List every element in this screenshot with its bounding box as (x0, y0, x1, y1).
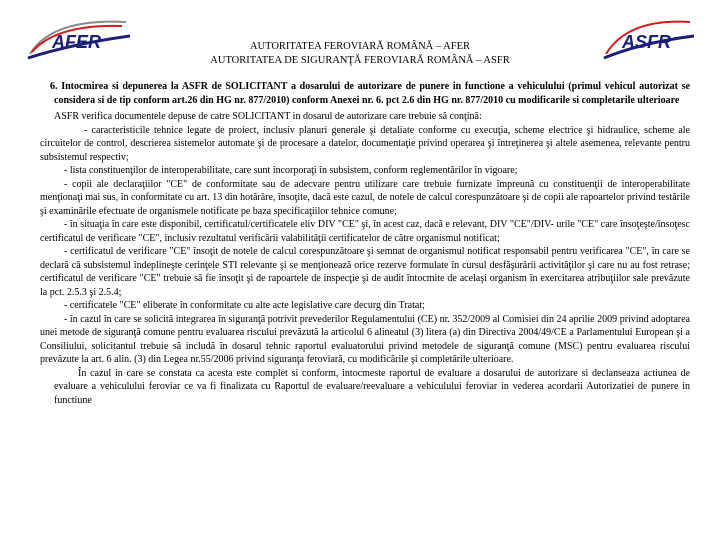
section-heading: 6. Intocmirea si depunerea la ASFR de SOLICITANT a dosarului de autorizare de punere in functione a vehiculului (primul vehicul autorizat se considera si de tip conform art.26 din HG nr. 877/2010) conform Anexei nr. 6. pct 2.6 din HG nr. 877/2010 cu modificarile si completarile ulterioare (50, 81, 690, 106)
list-item: - lista constituenţilor de interoperabilitate, care sunt încorporaţi în subsistem, conform reglementărilor în vigoare; (64, 165, 518, 176)
list-item: - caracteristicile tehnice legate de proiect, inclusiv planuri generale şi detaliate conforme cu execuţia, scheme electrice şi hidraulice, scheme ale circuitelor de control, descrierea sistemelor automate şi de procesare a datelor, documentaţie privind operarea şi întreţinerea şi altele asemenea, relevante pentru subsistemul respectiv; (40, 124, 690, 163)
list-item: - certificatele "CE" eliberate în conformitate cu alte acte legislative care decurg din Tratat; (64, 300, 425, 311)
list-item: - în cazul în care se solicită integrarea în siguranţă potrivit prevederilor Regulamentului (CE) nr. 352/2009 al Comisiei din 24 aprilie 2009 privind adoptarea unei metode de siguranţă comune pentru evaluarea riscului prevăzută la articolul 6 alineatul (3) litera (a) din Directiva 2004/49/CE a Parlamentului European şi a Consiliului, solicitantul trebuie să includă în dosarul tehnic raportul evaluatorului privind metodele de siguranţă comune (MSC) pentru evaluarea riscului prevăzute la art. 6 alin. (3) din Legea nr.55/2006 privind siguranţa feroviară, cu modificările şi completările ulterioare. (40, 313, 690, 365)
document-body (40, 80, 690, 407)
section-conclusion: În cazul in care se constata ca acesta este complet si conform, intocmeste raportul de evaluare a dosarului de autorizare si declanseaza actiunea de evaluare a vehiculului feroviar ce va fi finalizata cu Raportul de evaluare/reevaluare a vehiculului feroviar in vederea acordarii Autorizatiei de punere in functiune (54, 367, 690, 406)
page-header (0, 40, 720, 68)
asfr-logo-text: ASFR (622, 32, 671, 52)
section-intro: ASFR verifica documentele depuse de catre SOLICITANT in dosarul de autorizare care trebuie să conţină: (54, 111, 482, 122)
header-line-afer: AUTORITATEA FEROVIARĂ ROMÂNĂ – AFER (249, 41, 471, 52)
list-item: - în situaţia în care este disponibil, certificatul/certificatele eliv DIV "CE" şi, în acest caz, dacă e relevant, DIV "CE"/DIV- urile "CE" care însoţeşte/însoţesc certificatul de verificare "CE", inclusiv rezultatul verificării valabilităţii certificatelor de către organismul notificat; (40, 219, 690, 244)
afer-logo-text: AFER (52, 32, 101, 52)
header-line-asfr: AUTORITATEA DE SIGURANŢĂ FEROVIARĂ ROMÂNĂ – ASFR (210, 55, 510, 66)
list-item: - certificatul de verificare "CE" însoţit de notele de calcul corespunzătoare şi semnat de organismul notificat responsabil pentru verificarea "CE", în care se declară că subsistemul îndeplineşte cerinţele STI relevante şi se menţionează orice rezerve formulate în cursul desfăşurării activităţilor şi care nu au fost retrase; certificatul de verificare "CE" trebuie să fie însoţit şi de rapoartele de inspecţie şi de audit întocmite de acelaşi organism în exercitarea atribuţiilor sale prevăzute la pct. 2.5.3 şi 2.5.4; (40, 246, 690, 298)
list-item: - copii ale declaraţiilor "CE" de conformitate sau de adecvare pentru utilizare care trebuie furnizate împreună cu constituenţii de interoperabilitate menţionaţi mai sus, în conformitate cu art. 13 din hotărâre, însoţite, dacă este cazul, de notele de calcul corespunzătoare şi de copii ale rapoartelor privind testările şi examinările efectuate de organismele notificate pe baza specificaţiilor tehnice comune; (40, 178, 690, 217)
